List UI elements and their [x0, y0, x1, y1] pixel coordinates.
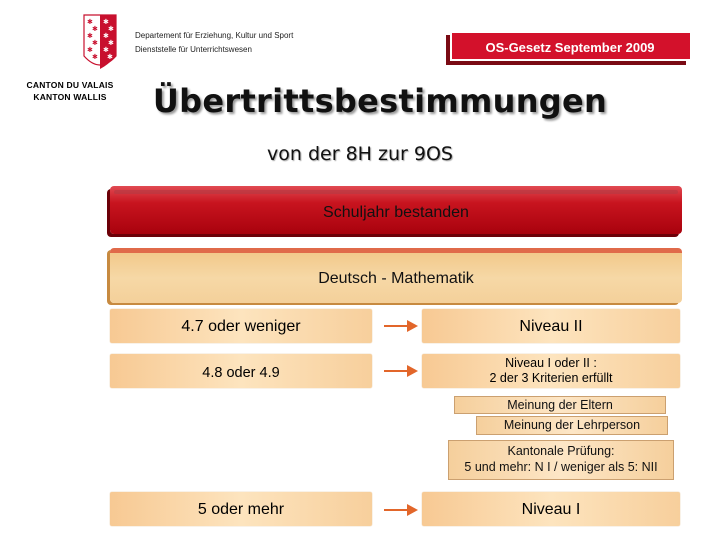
- grade-high-text: 5 oder mehr: [197, 501, 285, 518]
- svg-text:✱: ✱: [92, 25, 98, 33]
- svg-text:✱: ✱: [92, 53, 98, 61]
- grade-cell-high: [110, 492, 372, 526]
- canton-name-de: KANTON WALLIS: [33, 92, 107, 102]
- page-title-wrap: [0, 82, 720, 120]
- svg-text:✱: ✱: [103, 46, 109, 54]
- svg-text:✱: ✱: [103, 18, 109, 26]
- svg-text:✱: ✱: [108, 25, 114, 33]
- page-subtitle: von der 8H zur 9OS: [267, 143, 453, 165]
- subjects-label: Deutsch - Mathematik: [318, 270, 474, 287]
- law-badge: [450, 31, 690, 61]
- result-mid-line1: Niveau I oder II :: [505, 356, 597, 370]
- canton-name-fr: CANTON DU VALAIS: [26, 80, 114, 90]
- result-cell-high: [422, 492, 680, 526]
- result-high-text: Niveau I: [521, 501, 581, 518]
- service-name: Dienststelle für Unterrichtswesen: [135, 45, 252, 54]
- subjects-banner: [110, 248, 682, 303]
- criterion-exam: [448, 440, 674, 480]
- arrow-right-icon: [384, 364, 418, 378]
- arrow-right-icon: [384, 319, 418, 333]
- criterion-exam-line2: 5 und mehr: N I / weniger als 5: NII: [464, 460, 658, 474]
- result-mid-line2: 2 der 3 Kriterien erfüllt: [489, 371, 613, 385]
- svg-text:✱: ✱: [107, 53, 113, 61]
- school-year-passed-banner: [110, 186, 682, 234]
- school-year-passed-label: Schuljahr bestanden: [323, 204, 469, 221]
- arrow-right-icon: [384, 503, 418, 517]
- svg-text:✱: ✱: [103, 32, 109, 40]
- result-cell-mid: [422, 354, 680, 388]
- grade-cell-mid: [110, 354, 372, 388]
- svg-text:✱: ✱: [92, 39, 98, 47]
- grade-mid-text: 4.8 oder 4.9: [202, 365, 280, 381]
- svg-text:✱: ✱: [87, 18, 93, 26]
- svg-text:✱: ✱: [87, 32, 93, 40]
- result-cell-low: [422, 309, 680, 343]
- criterion-teacher: Meinung der Lehrperson: [476, 416, 668, 435]
- page-title: Übertrittsbestimmungen: [152, 82, 608, 120]
- criterion-exam-line1: Kantonale Prüfung:: [507, 444, 615, 458]
- grade-cell-low: [110, 309, 372, 343]
- result-low-text: Niveau II: [519, 318, 583, 335]
- grade-low-text: 4.7 oder weniger: [181, 318, 301, 335]
- svg-text:✱: ✱: [87, 46, 93, 54]
- criterion-parents: Meinung der Eltern: [454, 396, 666, 414]
- canton-crest-logo: [83, 14, 117, 74]
- department-name: Departement für Erziehung, Kultur und Sport: [135, 31, 294, 40]
- svg-text:✱: ✱: [108, 39, 114, 47]
- law-badge-label: OS-Gesetz September 2009: [485, 40, 655, 55]
